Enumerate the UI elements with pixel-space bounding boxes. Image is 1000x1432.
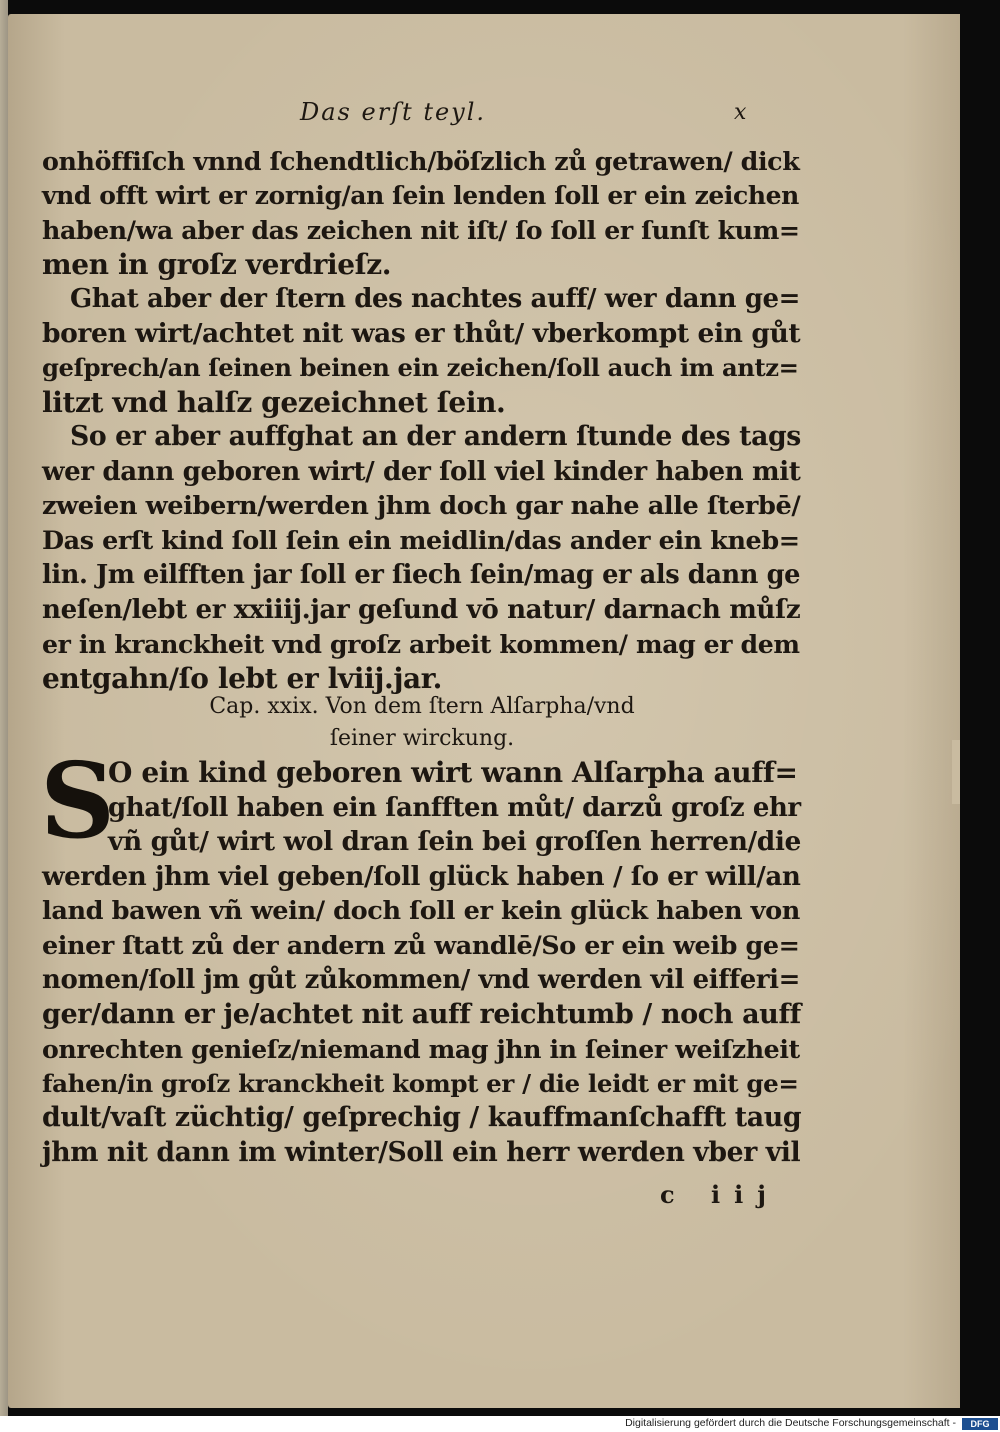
book-page	[8, 14, 960, 1408]
text-line: onhöffiſch vnnd ſchendtlich/böſzlich zů getrawen/ dick	[42, 146, 800, 176]
page-tab	[952, 740, 960, 804]
signature-mark: c iij	[660, 1180, 780, 1209]
dfg-logo: DFG	[962, 1418, 998, 1430]
running-head: Das erſt teyl.	[300, 98, 487, 126]
text-line: nomen/ſoll jm gůt zůkommen/ vnd werden vil eifferi=	[42, 965, 800, 995]
text-line: vñ gůt/ wirt wol dran ſein bei groſſen herren/die	[108, 826, 801, 857]
text-line: einer ſtatt zů der andern zů wandlē/So er ein weib ge=	[42, 930, 800, 961]
main-text	[40, 144, 802, 1168]
text-line: wer dann geboren wirt/ der ſoll viel kinder haben mit	[42, 455, 801, 487]
text-line: zweien weibern/werden jhm doch gar nahe alle ſterbē/	[42, 491, 801, 521]
text-line: Das erſt kind ſoll ſein ein meidlin/das ander ein kneb=	[42, 525, 800, 556]
text-line: er in kranckheit vnd groſz arbeit kommen/ mag er dem	[42, 629, 800, 659]
paragraph-3	[42, 420, 802, 696]
text-line: entgahn/ſo lebt er lviij.jar.	[42, 661, 442, 695]
text-line: O ein kind geboren wirt wann Alſarpha auff=	[108, 756, 798, 789]
text-line: neſen/lebt er xxiiij.jar geſund vō natur/ darnach můſz	[42, 593, 801, 625]
text-line: jhm nit dann im winter/Soll ein herr werden vber vil	[42, 1136, 801, 1168]
text-line: lin. Jm eilfften jar ſoll er ſiech ſein/mag er als dann ge	[42, 560, 801, 590]
text-line: vnd offt wirt er zornig/an ſein lenden ſoll er ein zeichen	[42, 180, 799, 210]
drop-initial: S	[40, 739, 116, 862]
chapter-heading-continued: ſeiner wirckung.	[329, 726, 515, 751]
paragraph-2	[42, 282, 802, 420]
text-line: dult/vaſt züchtig/ geſprechig / kauffmanſchafft taug	[42, 1102, 802, 1133]
paragraph-4	[40, 739, 802, 1170]
page-edge	[0, 0, 8, 1416]
text-line: geſprech/an ſeinen beinen ein zeichen/ſoll auch im antz=	[42, 353, 799, 382]
text-line: land bawen vñ wein/ doch ſoll er kein glück haben von	[42, 896, 800, 926]
text-line: ger/dann er je/achtet nit auff reichtumb / noch auff	[42, 998, 801, 1030]
text-line: ghat/ſoll haben ein ſanfften můt/ darzů groſz ehr	[108, 792, 801, 823]
text-line: boren wirt/achtet nit was er thůt/ vberkompt ein gůt	[42, 317, 801, 349]
text-line: litzt vnd halſz gezeichnet ſein.	[42, 385, 506, 419]
text-line: fahen/in groſz kranckheit kompt er / die leidt er mit ge=	[42, 1068, 799, 1098]
text-line: onrechten genieſz/niemand mag jhn in ſeiner weiſzheit	[42, 1034, 800, 1064]
paragraph-1	[42, 144, 802, 282]
text-line: So er aber auffghat an der andern ſtunde des tags	[70, 421, 801, 452]
text-line: Ghat aber der ſtern des nachtes auff/ wer dann ge=	[70, 284, 801, 314]
text-line: haben/wa aber das zeichen nit iſt/ ſo ſoll er ſunſt kum=	[42, 215, 800, 245]
chapter-heading: Cap. xxix. Von dem ſtern Alſarpha/vnd	[209, 694, 635, 719]
folio-number: x	[734, 100, 747, 125]
text-line: men in groſz verdrieſz.	[42, 247, 392, 281]
text-line: werden jhm viel geben/ſoll glück haben / ſo er will/an	[42, 860, 801, 892]
funding-credit: Digitalisierung gefördert durch die Deutsche Forschungsgemeinschaft -	[625, 1417, 956, 1429]
